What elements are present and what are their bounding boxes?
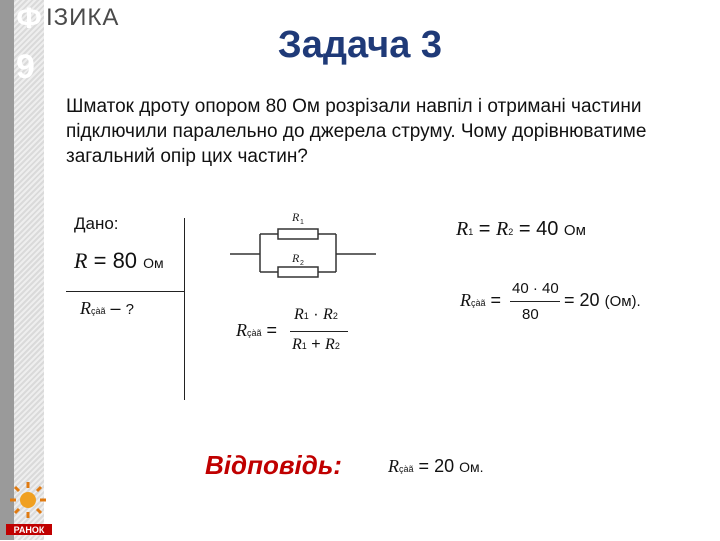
answer-value: 20 [434, 456, 455, 476]
calc-denominator: 80 [522, 306, 539, 323]
given-label: Дано: [74, 214, 119, 233]
calc-lhs [460, 290, 501, 311]
formula-eq: = [266, 320, 278, 340]
calc-eq: = [490, 290, 502, 310]
answer-eq: = [418, 456, 430, 476]
circuit-r1-label: R [292, 210, 300, 224]
eq-r2-sub: 2 [508, 227, 514, 237]
publisher-name: РАНОК [13, 525, 45, 535]
formula-lhs-sub: çàã [247, 328, 262, 338]
formula-num-op: · [313, 306, 319, 323]
parallel-circuit-diagram [222, 206, 384, 286]
eq-unit: Ом [563, 222, 586, 239]
answer-lhs: R [388, 456, 399, 476]
page-title: Задача 3 [277, 24, 443, 66]
find-sub: çàã [91, 306, 106, 316]
subject-logo-text: ІЗИКА [46, 4, 120, 31]
calc-fraction-bar [510, 301, 560, 302]
formula-den-op: + [311, 336, 321, 353]
calc-result-unit: (Ом). [604, 293, 641, 310]
given-vertical-line [184, 218, 185, 400]
formula-denominator [292, 336, 340, 354]
calc-numerator: 40 · 40 [512, 280, 559, 297]
answer-label: Відповідь: [205, 450, 342, 480]
given-r-unit: Ом [143, 255, 164, 271]
given-r-value: 80 [112, 248, 138, 273]
eq-r2: R [496, 218, 509, 240]
sun-icon [4, 480, 54, 536]
formula-num-b: R [323, 306, 333, 323]
find-item [80, 298, 134, 319]
find-question: ? [125, 301, 134, 318]
calc-result-value: 20 [579, 290, 600, 310]
find-dash: – [110, 298, 121, 318]
given-resistance [74, 248, 164, 274]
calc-result [564, 290, 641, 311]
grade-number: 9 [16, 48, 35, 86]
formula-numerator [294, 306, 338, 324]
calc-lhs-sub: çàã [471, 298, 486, 308]
circuit-r1-sub: 1 [300, 219, 304, 226]
formula-num-b-sub: 2 [332, 311, 338, 321]
given-eq: = [93, 248, 107, 273]
formula-lhs-symbol: R [236, 320, 247, 340]
calc-eq2: = [564, 290, 575, 310]
problem-text: Шматок дроту опором 80 Ом розрізали навпіл і отримані частини підключили паралельно до джерела струму. Чому дорівнюватиме загальний опір цих частин? [66, 96, 647, 167]
eq-eq2: = [518, 218, 531, 240]
circuit-r2-sub: 2 [300, 260, 304, 267]
given-divider [66, 291, 184, 292]
circuit-r2-label: R [292, 251, 300, 265]
formula-num-a: R [294, 306, 304, 323]
answer-lhs-sub: çàã [399, 464, 414, 474]
eq-r1: R [456, 218, 469, 240]
side-stripe-dark [0, 0, 14, 540]
answer-equation [388, 456, 484, 477]
subject-logo-letter: Ф [16, 2, 42, 35]
formula-num-a-sub: 1 [303, 311, 309, 321]
eq-value: 40 [536, 218, 559, 240]
eq-eq1: = [478, 218, 491, 240]
given-r-symbol: R [74, 248, 88, 273]
formula-fraction-bar [290, 331, 348, 332]
formula-den-a: R [292, 336, 302, 353]
formula-lhs [236, 320, 277, 341]
equal-parts-equation [456, 218, 586, 241]
answer-unit: Ом. [459, 459, 484, 475]
publisher-logo [4, 480, 54, 536]
find-symbol: R [80, 298, 91, 318]
eq-r1-sub: 1 [468, 227, 474, 237]
formula-den-b-sub: 2 [334, 341, 340, 351]
formula-den-b: R [325, 336, 335, 353]
calc-lhs-symbol: R [460, 290, 471, 310]
formula-den-a-sub: 1 [301, 341, 307, 351]
